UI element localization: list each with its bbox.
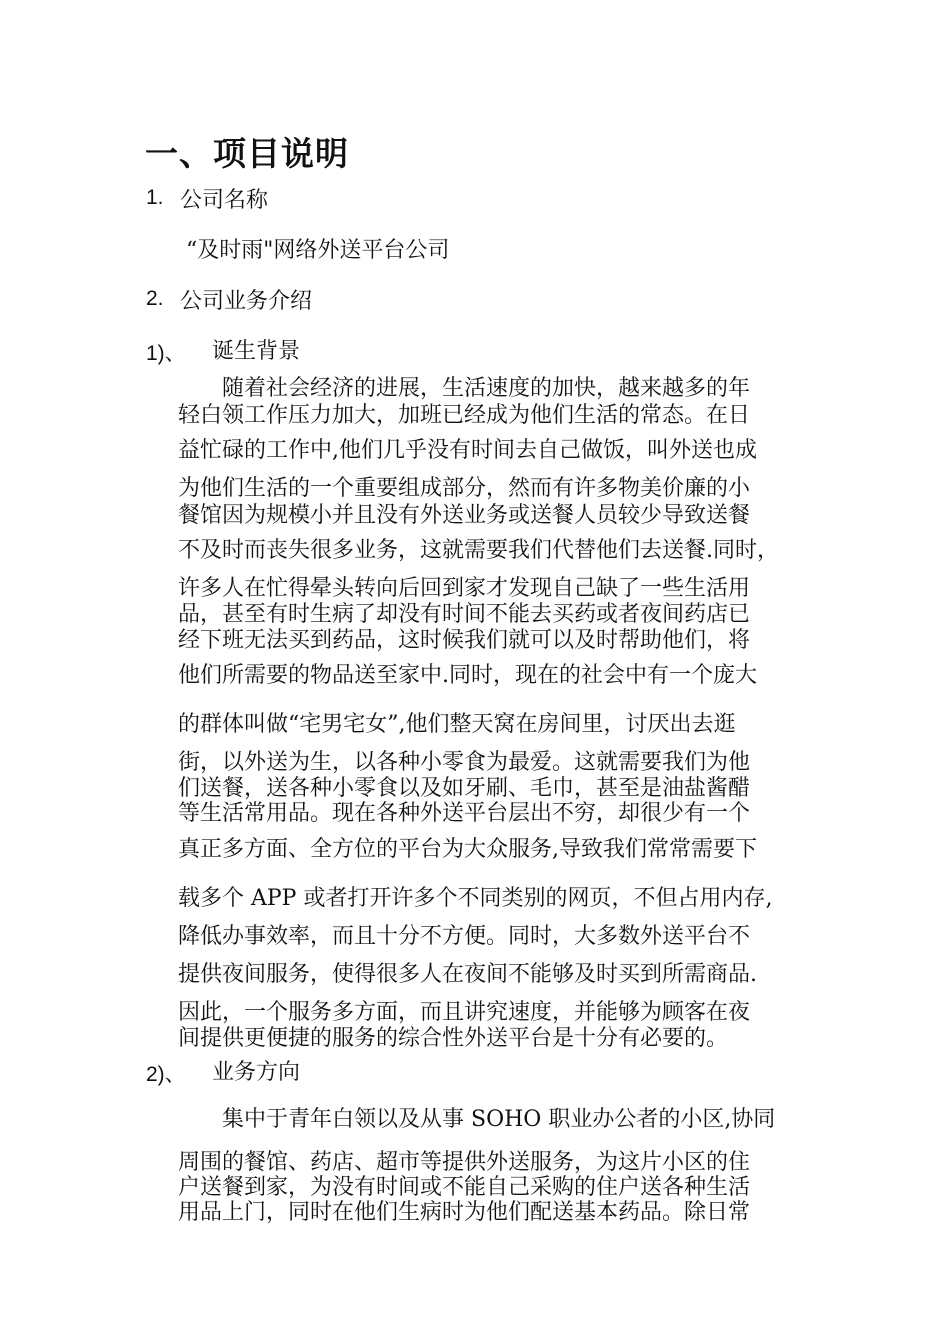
paragraph-line: 载多个 APP 或者打开许多个不同类别的网页，不但占用内存, xyxy=(178,886,773,911)
section-heading: 一、项目说明 xyxy=(145,134,349,173)
paragraph-line: 周围的餐馆、药店、超市等提供外送服务，为这片小区的住 xyxy=(178,1150,751,1175)
company-name-value: “及时雨"网络外送平台公司 xyxy=(186,238,450,263)
paragraph-line: 因此，一个服务多方面，而且讲究速度，并能够为顾客在夜 xyxy=(178,1000,751,1025)
item-title-company-name: 公司名称 xyxy=(180,188,269,213)
paragraph-line: 间提供更便捷的服务的综合性外送平台是十分有必要的。 xyxy=(178,1026,729,1051)
sub-title-business-direction: 业务方向 xyxy=(212,1060,301,1085)
item-number-2: 2. xyxy=(146,287,164,310)
paragraph-line: 益忙碌的工作中,他们几乎没有时间去自己做饭，叫外送也成 xyxy=(178,438,757,463)
paragraph-line: 许多人在忙得晕头转向后回到家才发现自己缺了一些生活用 xyxy=(178,576,751,601)
sub-title-background: 诞生背景 xyxy=(212,339,301,364)
paragraph-line: 他们所需要的物品送至家中.同时，现在的社会中有一个庞大 xyxy=(178,663,757,688)
item-title-business-intro: 公司业务介绍 xyxy=(180,289,313,314)
paragraph-line: 随着社会经济的进展，生活速度的加快，越来越多的年 xyxy=(178,376,751,401)
paragraph-line: 品，甚至有时生病了却没有时间不能去买药或者夜间药店已 xyxy=(178,602,751,627)
paragraph-line: 等生活常用品。现在各种外送平台层出不穷，却很少有一个 xyxy=(178,801,751,826)
paragraph-line: 户送餐到家，为没有时间或不能自己采购的住户送各种生活 xyxy=(178,1175,751,1200)
paragraph-line: 们送餐，送各种小零食以及如牙刷、毛巾，甚至是油盐酱醋 xyxy=(178,776,751,801)
paragraph-line: 降低办事效率，而且十分不方便。同时，大多数外送平台不 xyxy=(178,924,751,949)
paragraph-line: 街，以外送为生，以各种小零食为最爱。这就需要我们为他 xyxy=(178,750,751,775)
paragraph-line: 提供夜间服务，使得很多人在夜间不能够及时买到所需商品. xyxy=(178,962,757,987)
sub-number-1: 1)、 xyxy=(146,342,186,365)
item-number-1: 1. xyxy=(146,186,164,209)
paragraph-line: 集中于青年白领以及从事 SOHO 职业办公者的小区,协同 xyxy=(178,1107,776,1132)
paragraph-line: 的群体叫做“宅男宅女”,他们整天窝在房间里，讨厌出去逛 xyxy=(178,712,736,737)
sub-number-2: 2)、 xyxy=(146,1063,186,1086)
paragraph-line: 用品上门，同时在他们生病时为他们配送基本药品。除日常 xyxy=(178,1200,751,1225)
paragraph-line: 轻白领工作压力加大，加班已经成为他们生活的常态。在日 xyxy=(178,403,751,428)
paragraph-line: 真正多方面、全方位的平台为大众服务,导致我们常常需要下 xyxy=(178,837,757,862)
paragraph-line: 餐馆因为规模小并且没有外送业务或送餐人员较少导致送餐 xyxy=(178,503,751,528)
paragraph-line: 为他们生活的一个重要组成部分，然而有许多物美价廉的小 xyxy=(178,476,751,501)
paragraph-line: 不及时而丧失很多业务，这就需要我们代替他们去送餐.同时， xyxy=(178,538,779,563)
paragraph-line: 经下班无法买到药品，这时候我们就可以及时帮助他们，将 xyxy=(178,628,751,653)
